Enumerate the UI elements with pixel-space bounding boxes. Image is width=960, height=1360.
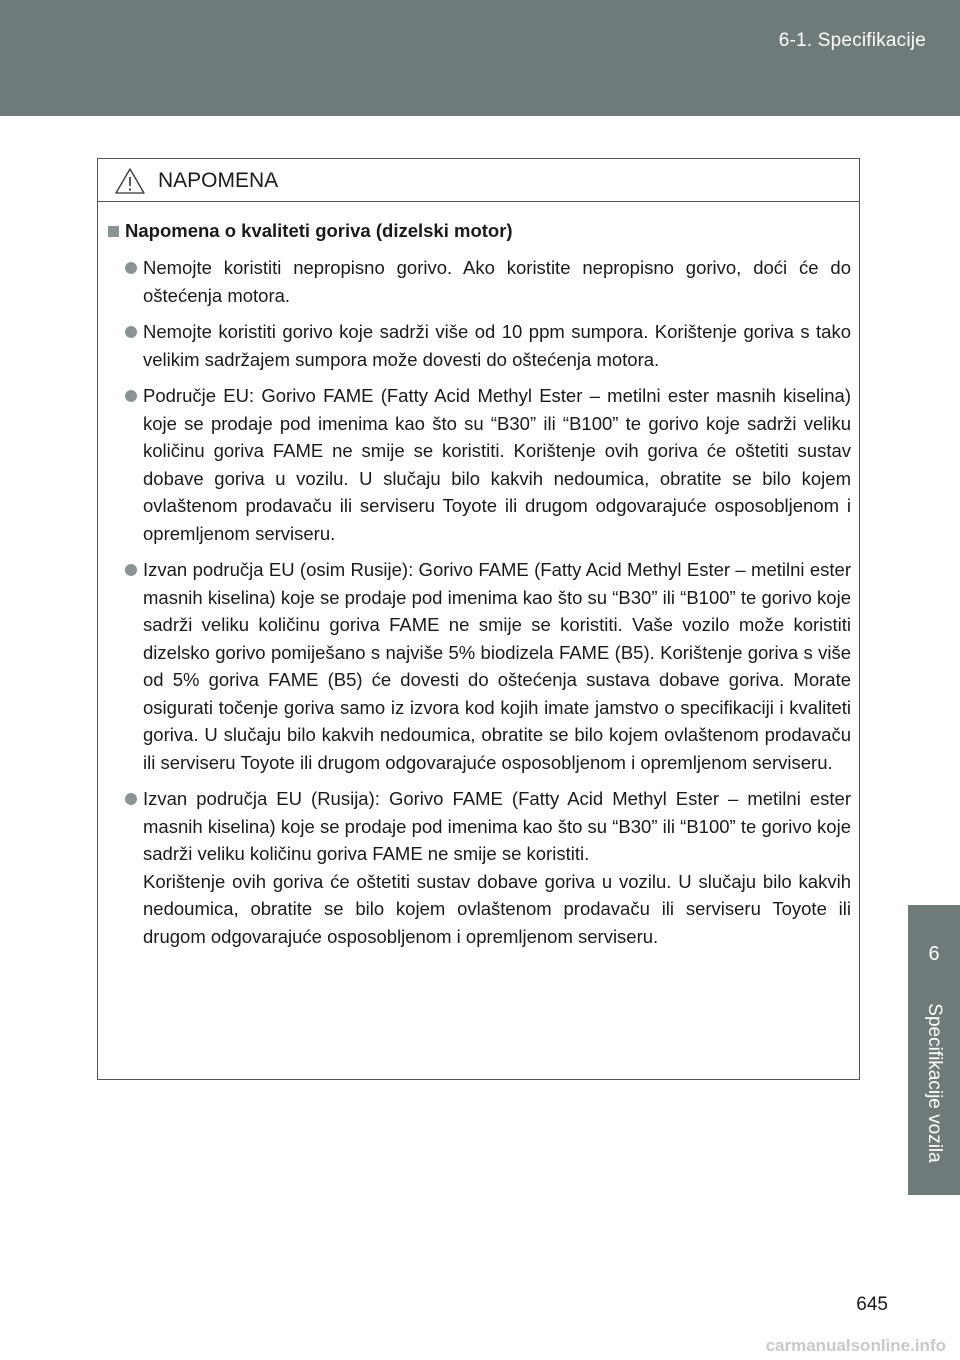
list-item <box>108 318 851 373</box>
warning-triangle-icon <box>114 167 146 195</box>
chapter-number: 6 <box>928 943 940 965</box>
list-item-continuation: Korištenje ovih goriva će oštetiti sustav dobave goriva u vozilu. U slučaju bilo kakvih nedoumica, obratite se bilo kojem ovlaštenom prodavaču ili serviseru Toyote ili drugom odgovarajuće osposobljenom i opremljenom serviseru. <box>143 870 851 947</box>
notice-title: NAPOMENA <box>158 169 279 192</box>
list-item-text: Izvan područja EU (osim Rusije): Gorivo FAME (Fatty Acid Methyl Ester – metilni ester masnih kiselina) koje se prodaje pod imenima kao što su “B30” ili “B100” te gorivo koje sadrži veliku količinu goriva FAME ne smije se koristiti. Vaše vozilo može koristiti dizelsko gorivo pomiješano s najviše 5% biodizela FAME (B5). Korištenje goriva s više od 5% goriva FAME (B5) će dovesti do oštećenja sustava dobave goriva. Morate osigurati točenje goriva samo iz izvora kod kojih imate jamstvo o specifikaciji i kvaliteti goriva. U slučaju bilo kakvih nedoumica, obratite se bilo kojem ovlaštenom prodavaču ili serviseru Toyote ili drugom odgovarajuće osposobljenom i opremljenom serviseru. <box>143 559 851 773</box>
bullet-dot-icon <box>125 793 137 805</box>
list-item <box>108 556 851 776</box>
header-bar <box>0 0 960 116</box>
bullet-dot-icon <box>125 326 137 338</box>
notice-box <box>97 158 860 1080</box>
notice-body <box>98 202 859 950</box>
bullet-dot-icon <box>125 262 137 274</box>
list-item <box>108 382 851 547</box>
list-item <box>108 785 851 950</box>
bullet-dot-icon <box>125 390 137 402</box>
page-number: 645 <box>856 1294 888 1315</box>
list-item-text: Nemojte koristiti gorivo koje sadrži više od 10 ppm sumpora. Korištenje goriva s tako velikim sadržajem sumpora može dovesti do oštećenja motora. <box>143 321 851 370</box>
notice-subheading-text: Napomena o kvaliteti goriva (dizelski motor) <box>125 220 513 241</box>
bullet-dot-icon <box>125 564 137 576</box>
list-item-text: Izvan područja EU (Rusija): Gorivo FAME (Fatty Acid Methyl Ester – metilni ester masnih kiselina) koje se prodaje pod imenima kao što su “B30” ili “B100” te gorivo koje sadrži veliku količinu goriva FAME ne smije se koristiti. <box>143 788 851 864</box>
chapter-label: Specifikacije vozila <box>924 1003 945 1163</box>
list-item-text: Područje EU: Gorivo FAME (Fatty Acid Methyl Ester – metilni ester masnih kiselina) koje se prodaje pod imenima kao što su “B30” ili “B100” te gorivo koje sadrži veliku količinu goriva FAME ne smije se koristiti. Korištenje ovih goriva će oštetiti sustav dobave goriva u vozilu. U slučaju bilo kakvih nedoumica, obratite se bilo kojem ovlaštenom prodavaču ili serviseru Toyote ili drugom odgovarajuće osposobljenom i opremljenom serviseru. <box>143 385 851 544</box>
notice-header <box>98 159 859 202</box>
chapter-side-tab[interactable] <box>908 905 960 1195</box>
list-item-text: Nemojte koristiti nepropisno gorivo. Ako koristite nepropisno gorivo, doći će do oštećenja motora. <box>143 257 851 306</box>
notice-subheading <box>108 220 851 242</box>
section-title: 6-1. Specifikacije <box>778 30 926 51</box>
watermark: carmanualsonline.info <box>765 1336 946 1355</box>
square-icon <box>108 226 119 237</box>
list-item <box>108 254 851 309</box>
